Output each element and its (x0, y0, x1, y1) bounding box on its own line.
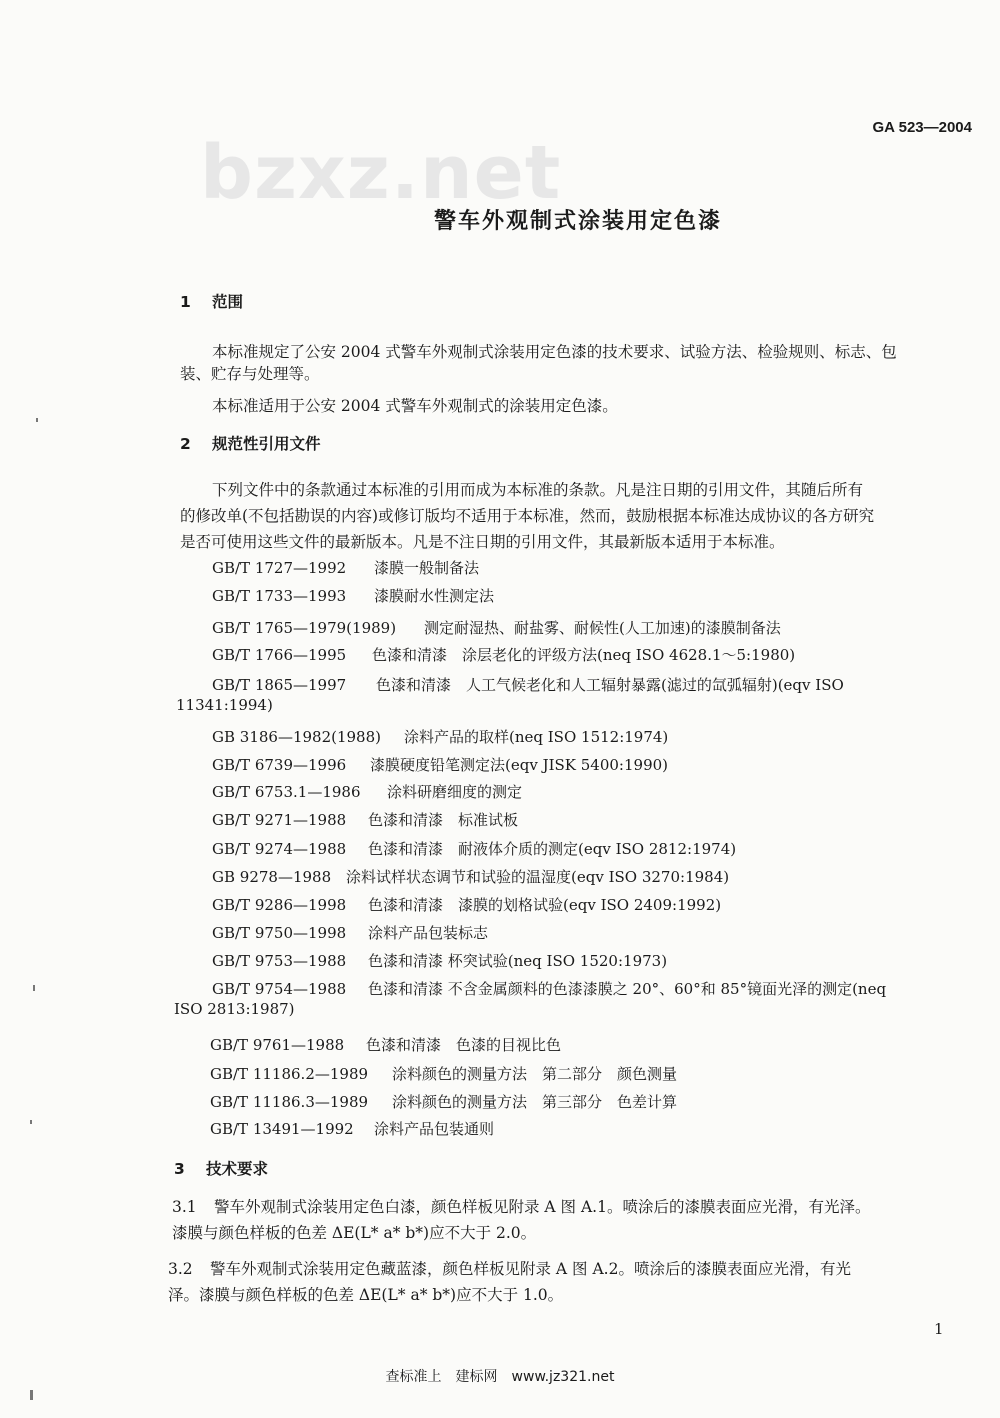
reference-code: GB/T 9271—1988 (212, 811, 347, 829)
reference-title: 涂料研磨细度的测定 (387, 783, 523, 801)
reference-title: 色漆和清漆 杯突试验(neq ISO 1520:1973) (368, 952, 668, 970)
reference-item (212, 809, 518, 830)
reference-item (212, 781, 522, 802)
reference-title: 涂料产品包装通则 (374, 1120, 495, 1138)
reference-item (212, 557, 479, 578)
section-title: 技术要求 (206, 1160, 269, 1178)
reference-item (212, 894, 721, 915)
reference-item (212, 617, 781, 638)
reference-item (212, 866, 729, 887)
reference-title: 涂料颜色的测量方法 第三部分 色差计算 (392, 1093, 678, 1111)
reference-item (210, 1063, 677, 1084)
section-1-para-1-line-1: 本标准规定了公安 2004 式警车外观制式涂装用定色漆的技术要求、试验方法、检验规则、标志、包 (212, 343, 897, 361)
section-2-heading (180, 432, 321, 454)
reference-code: GB/T 6753.1—1986 (212, 783, 361, 801)
reference-item (212, 585, 494, 606)
reference-title: 色漆和清漆 人工气候老化和人工辐射暴露(滤过的氙弧辐射)(eqv ISO (376, 676, 844, 694)
reference-code: GB/T 6739—1996 (212, 756, 347, 774)
reference-title: 测定耐湿热、耐盐雾、耐候性(人工加速)的漆膜制备法 (424, 619, 781, 637)
reference-code: GB/T 11186.3—1989 (210, 1093, 369, 1111)
reference-item (210, 1091, 677, 1112)
section-title: 规范性引用文件 (212, 435, 321, 453)
section-1-para-2-line-1: 本标准适用于公安 2004 式警车外观制式的涂装用定色漆。 (212, 397, 618, 415)
reference-item (210, 1034, 561, 1055)
reference-title: 色漆和清漆 色漆的目视比色 (366, 1036, 562, 1054)
reference-code: GB/T 1733—1993 (212, 587, 347, 605)
section-number: 3 (174, 1160, 185, 1178)
section-2-para-line-1: 下列文件中的条款通过本标准的引用而成为本标准的条款。凡是注日期的引用文件，其随后所有 (212, 481, 864, 499)
reference-item (212, 978, 886, 999)
section-1-para-1-line-2: 装、贮存与处理等。 (180, 365, 320, 383)
scan-speck (33, 985, 35, 991)
reference-code: GB/T 1765—1979(1989) (212, 619, 397, 637)
reference-title: 漆膜耐水性测定法 (374, 587, 495, 605)
footer-text: 查标准上 建标网 www.jz321.net (385, 1369, 615, 1385)
reference-title: 色漆和清漆 不含金属颜料的色漆漆膜之 20°、60°和 85°镜面光泽的测定(neq (368, 980, 887, 998)
reference-code: GB/T 1727—1992 (212, 559, 347, 577)
reference-item (212, 922, 488, 943)
reference-code: GB/T 9753—1988 (212, 952, 347, 970)
reference-title: 色漆和清漆 涂层老化的评级方法(neq ISO 4628.1～5:1980) (372, 646, 796, 664)
reference-code: GB 9278—1988 (212, 868, 332, 886)
reference-title: 漆膜硬度铅笔测定法(eqv JISK 5400:1990) (370, 756, 669, 774)
reference-title: 色漆和清漆 耐液体介质的测定(eqv ISO 2812:1974) (368, 840, 737, 858)
reference-item (212, 838, 736, 859)
clause-number: 3.1 (172, 1198, 197, 1216)
section-number: 1 (180, 293, 191, 311)
reference-code: GB/T 9286—1998 (212, 896, 347, 914)
section-2-para-line-3: 是否可使用这些文件的最新版本。凡是不注日期的引用文件，其最新版本适用于本标准。 (180, 533, 785, 551)
section-number: 2 (180, 435, 191, 453)
reference-code: GB/T 1766—1995 (212, 646, 347, 664)
clause-number: 3.2 (168, 1260, 193, 1278)
reference-code: GB/T 9754—1988 (212, 980, 347, 998)
reference-code: GB/T 13491—1992 (210, 1120, 354, 1138)
section-2-para-line-2: 的修改单(不包括勘误的内容)或修订版均不适用于本标准，然而，鼓励根据本标准达成协议的各方研究 (180, 507, 875, 525)
reference-title: 漆膜一般制备法 (374, 559, 480, 577)
scan-speck (30, 1120, 32, 1124)
reference-title: 涂料产品包装标志 (368, 924, 489, 942)
watermark: bzxz.net (200, 130, 562, 216)
reference-item-continuation: ISO 2813:1987) (174, 1000, 295, 1018)
reference-code: GB/T 11186.2—1989 (210, 1065, 369, 1083)
reference-item (212, 950, 667, 971)
clause-text: 警车外观制式涂装用定色白漆，颜色样板见附录 A 图 A.1。喷涂后的漆膜表面应光滑，有光泽。 (214, 1198, 871, 1216)
section-title: 范围 (212, 293, 244, 311)
reference-code: GB/T 1865—1997 (212, 676, 347, 694)
standard-number: GA 523—2004 (872, 119, 972, 136)
clause-3-2-line-2: 泽。漆膜与颜色样板的色差 ΔE(L* a* b*)应不大于 1.0。 (168, 1286, 564, 1304)
reference-title: 色漆和清漆 标准试板 (368, 811, 519, 829)
reference-item (212, 754, 668, 775)
reference-code: GB/T 9750—1998 (212, 924, 347, 942)
reference-title: 涂料产品的取样(neq ISO 1512:1974) (404, 728, 669, 746)
clause-text: 警车外观制式涂装用定色藏蓝漆，颜色样板见附录 A 图 A.2。喷涂后的漆膜表面应光滑，有光 (210, 1260, 851, 1278)
reference-title: 涂料试样状态调节和试验的温湿度(eqv ISO 3270:1984) (346, 868, 730, 886)
page-number: 1 (934, 1320, 944, 1338)
reference-item (212, 674, 844, 695)
reference-code: GB/T 9761—1988 (210, 1036, 345, 1054)
reference-code: GB/T 9274—1988 (212, 840, 347, 858)
clause-3-2-line-1 (168, 1258, 851, 1280)
section-3-heading (174, 1157, 268, 1179)
scan-speck (36, 418, 38, 422)
clause-3-1-line-2: 漆膜与颜色样板的色差 ΔE(L* a* b*)应不大于 2.0。 (172, 1224, 537, 1242)
reference-item (212, 726, 668, 747)
reference-item-continuation: 11341:1994) (176, 696, 273, 714)
reference-title: 涂料颜色的测量方法 第二部分 颜色测量 (392, 1065, 678, 1083)
reference-title: 色漆和清漆 漆膜的划格试验(eqv ISO 2409:1992) (368, 896, 722, 914)
reference-item (210, 1118, 494, 1139)
clause-3-1-line-1 (172, 1196, 870, 1218)
reference-code: GB 3186—1982(1988) (212, 728, 381, 746)
reference-item (212, 644, 795, 665)
document-title: 警车外观制式涂装用定色漆 (433, 209, 722, 234)
section-1-heading (180, 290, 243, 312)
scan-speck (30, 1390, 33, 1400)
